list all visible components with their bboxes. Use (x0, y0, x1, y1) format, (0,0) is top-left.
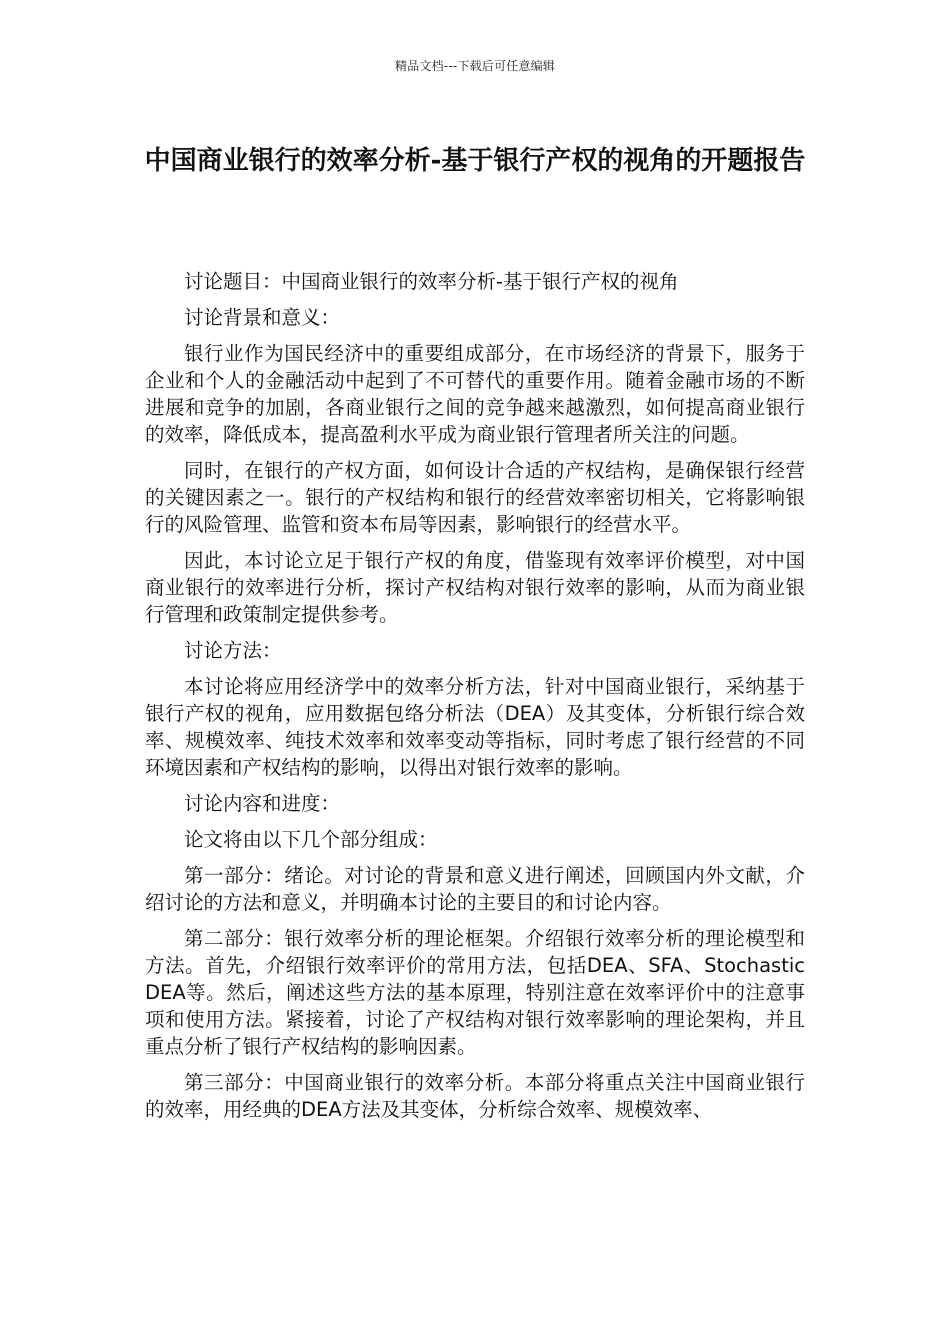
paragraph-topic: 讨论题目：中国商业银行的效率分析-基于银行产权的视角 (184, 270, 679, 293)
paragraph-part-3: 第三部分：中国商业银行的效率分析。本部分将重点关注中国商业银行的效率，用经典的DEA方法及其变体，分析综合效率、规模效率、 (145, 1071, 805, 1121)
paragraph-part-2: 第二部分：银行效率分析的理论框架。介绍银行效率分析的理论模型和方法。首先，介绍银行效率评价的常用方法，包括DEA、SFA、Stochastic DEA等。然后，阐述这些方法的基本原理，特别注意在效率评价中的注意事项和使用方法。紧接着，讨论了产权结构对银行效率影响的理论架构，并且重点分析了银行产权结构的影响因素。 (145, 927, 805, 1058)
paragraph-background-3: 因此，本讨论立足于银行产权的角度，借鉴现有效率评价模型，对中国商业银行的效率进行分析，探讨产权结构对银行效率的影响，从而为商业银行管理和政策制定提供参考。 (145, 549, 805, 626)
paragraph-part-1: 第一部分：绪论。对讨论的背景和意义进行阐述，回顾国内外文献，介绍讨论的方法和意义，并明确本讨论的主要目的和讨论内容。 (145, 864, 805, 914)
header-note: 精品文档---下载后可任意编辑 (395, 59, 555, 73)
document-title: 中国商业银行的效率分析-基于银行产权的视角的开题报告 (144, 146, 806, 176)
heading-background: 讨论背景和意义： (184, 306, 341, 329)
document-body (145, 268, 805, 1132)
paragraph-structure-intro: 论文将由以下几个部分组成： (184, 828, 438, 851)
paragraph-background-2: 同时，在银行的产权方面，如何设计合适的产权结构，是确保银行经营的关键因素之一。银行的产权结构和银行的经营效率密切相关，它将影响银行的风险管理、监管和资本布局等因素，影响银行的经营水平。 (145, 459, 805, 536)
paragraph-background-1: 银行业作为国民经济中的重要组成部分，在市场经济的背景下，服务于企业和个人的金融活动中起到了不可替代的重要作用。随着金融市场的不断进展和竞争的加剧，各商业银行之间的竞争越来越激烈，如何提高商业银行的效率，降低成本，提高盈利水平成为商业银行管理者所关注的问题。 (145, 342, 805, 446)
heading-content-progress: 讨论内容和进度： (184, 792, 341, 815)
heading-method: 讨论方法： (184, 639, 282, 662)
paragraph-method: 本讨论将应用经济学中的效率分析方法，针对中国商业银行，采纳基于银行产权的视角，应用数据包络分析法（DEA）及其变体，分析银行综合效率、规模效率、纯技术效率和效率变动等指标，同时考虑了银行经营的不同环境因素和产权结构的影响，以得出对银行效率的影响。 (145, 675, 805, 779)
